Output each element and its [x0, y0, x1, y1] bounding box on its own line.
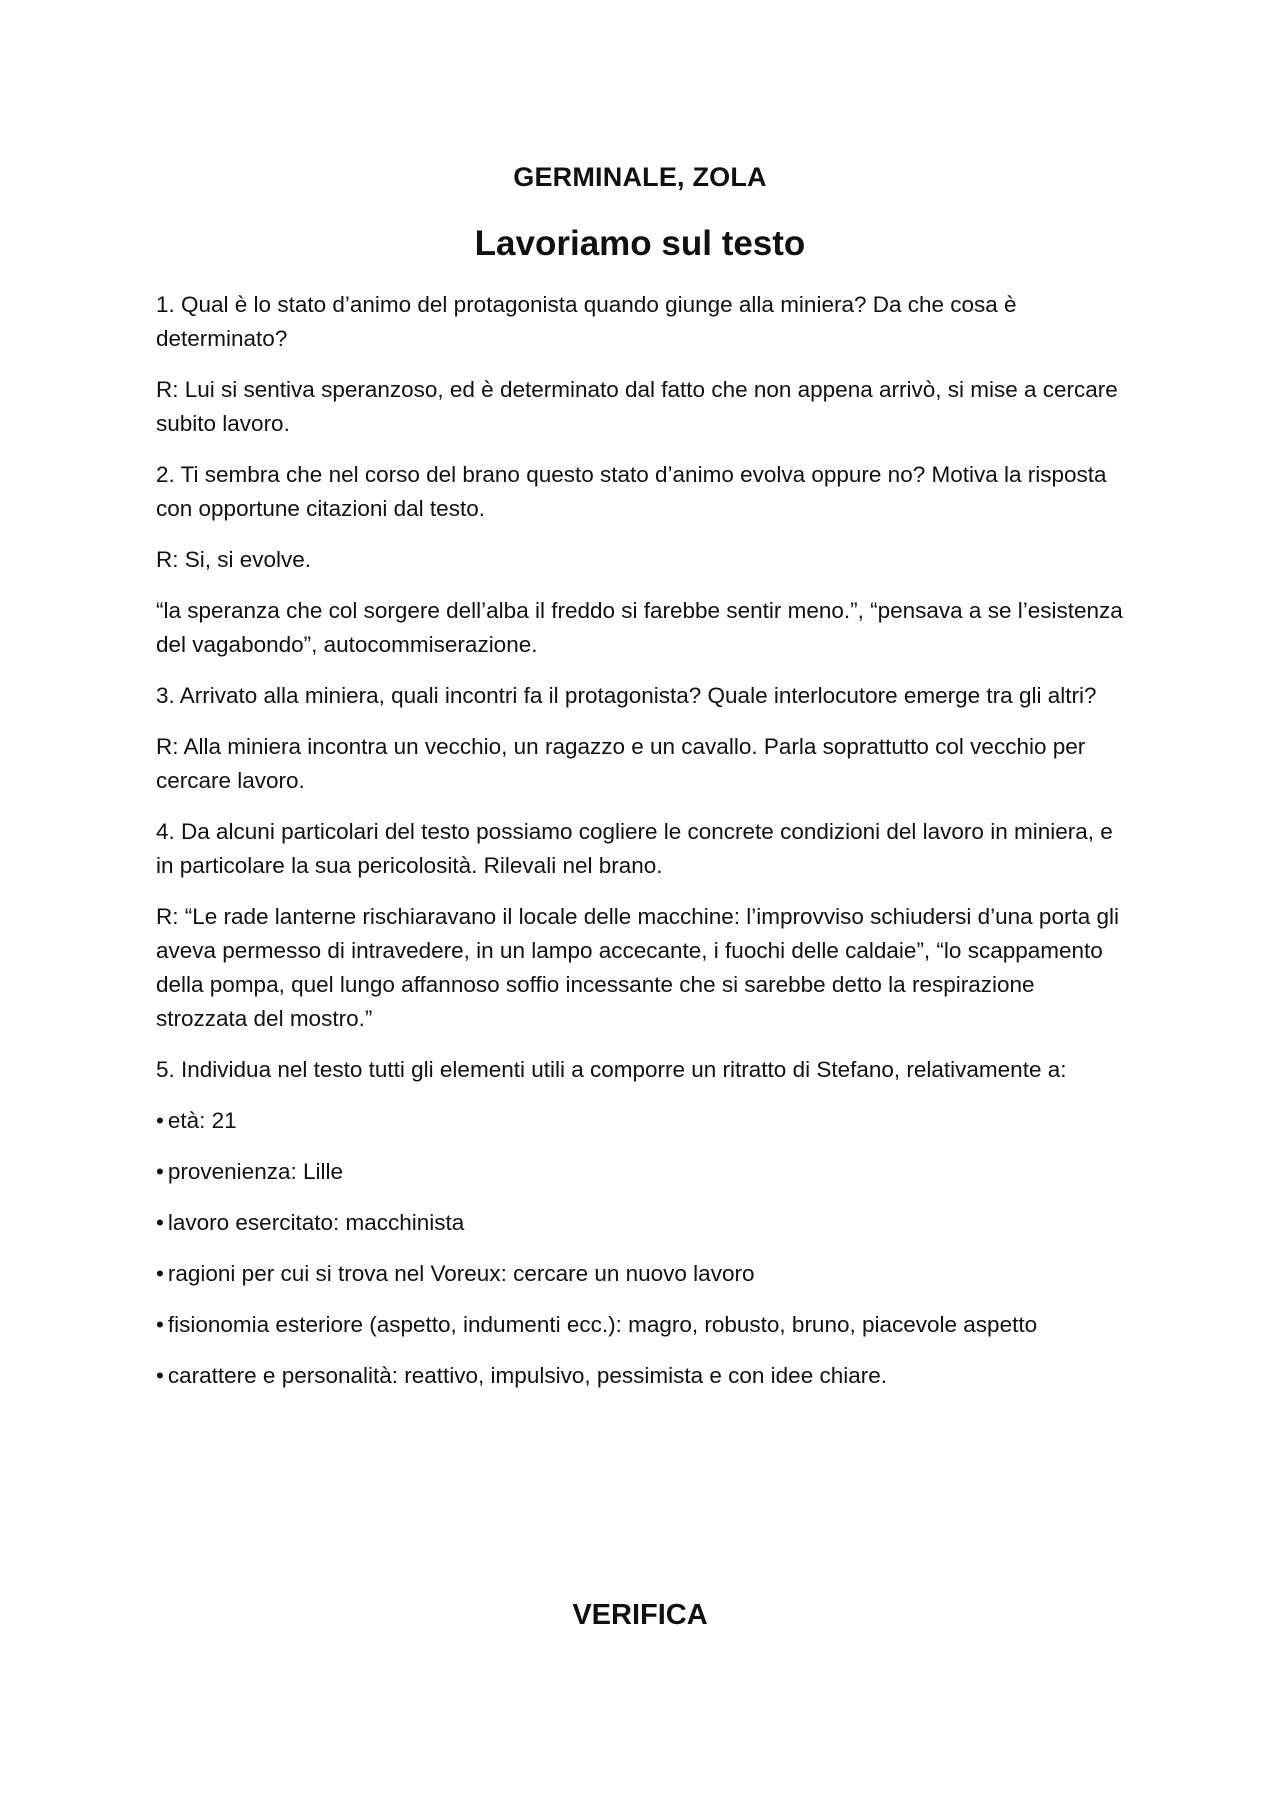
- list-item-text: carattere e personalità: reattivo, impulsivo, pessimista e con idee chiare.: [167, 1363, 887, 1388]
- answer-1: R: Lui si sentiva speranzoso, ed è determinato dal fatto che non appena arrivò, si mise a cercare subito lavoro.: [156, 377, 1118, 436]
- list-item: [156, 1206, 1126, 1240]
- bullet-icon: •: [156, 1210, 164, 1235]
- list-item-text: età: 21: [167, 1108, 237, 1133]
- question-4: 4. Da alcuni particolari del testo possiamo cogliere le concrete condizioni del lavoro in miniera, e in particolare la sua pericolosità. Rilevali nel brano.: [156, 819, 1113, 878]
- list-item: [156, 1155, 1126, 1189]
- answer-3: R: Alla miniera incontra un vecchio, un ragazzo e un cavallo. Parla soprattutto col vecchio per cercare lavoro.: [156, 734, 1086, 793]
- question-3: 3. Arrivato alla miniera, quali incontri fa il protagonista? Quale interlocutore emerge tra gli altri?: [156, 683, 1097, 708]
- list-item: [156, 1308, 1126, 1342]
- answer-4: R: “Le rade lanterne rischiaravano il locale delle macchine: l’improvviso schiudersi d’una porta gli aveva permesso di intravedere, in un lampo accecante, i fuochi delle caldaie”, “lo scappamento della pompa, quel lungo affannoso soffio incessante che si sarebbe detto la respirazione strozzata del mostro.”: [156, 904, 1119, 1031]
- question-1: 1. Qual è lo stato d’animo del protagonista quando giunge alla miniera? Da che cosa è determinato?: [156, 292, 1017, 351]
- list-item-text: provenienza: Lille: [167, 1159, 344, 1184]
- answer-2: R: Si, si evolve.: [156, 547, 312, 572]
- list-item-text: ragioni per cui si trova nel Voreux: cercare un nuovo lavoro: [167, 1261, 755, 1286]
- document-title: GERMINALE, ZOLA: [513, 162, 767, 192]
- document-body: [156, 288, 1126, 1410]
- list-item-text: lavoro esercitato: macchinista: [167, 1210, 465, 1235]
- bullet-icon: •: [156, 1159, 164, 1184]
- bullet-icon: •: [156, 1108, 164, 1133]
- list-item: [156, 1359, 1126, 1393]
- list-item-text: fisionomia esteriore (aspetto, indumenti ecc.): magro, robusto, bruno, piacevole aspetto: [167, 1312, 1038, 1337]
- bullet-icon: •: [156, 1312, 164, 1337]
- question-5: 5. Individua nel testo tutti gli elementi utili a comporre un ritratto di Stefano, relativamente a:: [156, 1057, 1067, 1082]
- bullet-icon: •: [156, 1363, 164, 1388]
- section-heading-verifica: VERIFICA: [572, 1599, 708, 1631]
- document-subtitle: Lavoriamo sul testo: [474, 224, 806, 263]
- question-2: 2. Ti sembra che nel corso del brano questo stato d’animo evolva oppure no? Motiva la risposta con opportune citazioni dal testo.: [156, 462, 1107, 521]
- list-item: [156, 1104, 1126, 1138]
- list-item: [156, 1257, 1126, 1291]
- answer-2-citations: “la speranza che col sorgere dell’alba il freddo si farebbe sentir meno.”, “pensava a se l’esistenza del vagabondo”, autocommiserazione.: [156, 598, 1123, 657]
- bullet-icon: •: [156, 1261, 164, 1286]
